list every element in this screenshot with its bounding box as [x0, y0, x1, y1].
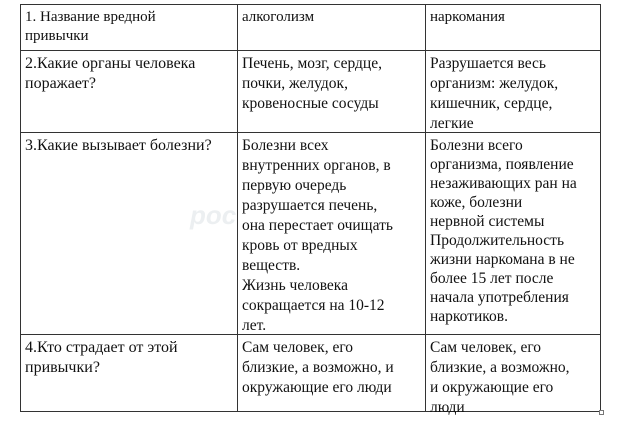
table-resize-handle[interactable]	[599, 410, 604, 415]
header-alcoholism-cell: алкоголизм	[237, 5, 425, 50]
header-question-cell: 1. Название вредной привычки	[20, 5, 237, 50]
alcoholism-cell: Сам человек, его близкие, а возможно, и окружающие его люди	[237, 335, 425, 411]
alcoholism-cell: Печень, мозг, сердце, почки, желудок, кровеносные сосуды	[237, 51, 425, 132]
drug-addiction-cell: Разрушается весь организм: желудок, кишечник, сердце, легкие	[425, 51, 601, 132]
question-cell: 2.Какие органы человека поражает?	[20, 51, 237, 132]
table-row-organs	[20, 50, 601, 132]
question-cell: 4.Кто страдает от этой привычки?	[20, 335, 237, 411]
table-header-row	[20, 4, 601, 50]
header-drug-addiction-cell: наркомания	[425, 5, 601, 50]
table-row-sufferers	[20, 334, 601, 416]
table-row-diseases	[20, 132, 601, 334]
watermark-text: рос	[190, 200, 237, 230]
alcoholism-cell: Болезни всех внутренних органов, в первую очередь разрушается печень, она перестает очищать кровь от вредных веществ. Жизнь человека сокращается на 10-12 лет.	[237, 133, 425, 334]
drug-addiction-cell: Сам человек, его близкие, а возможно, и окружающие его люди	[425, 335, 601, 411]
question-cell: 3.Какие вызывает болезни?	[20, 133, 237, 334]
drug-addiction-cell: Болезни всего организма, появление незаживающих ран на коже, болезни нервной системы Продолжительность жизни наркомана в не более 15 лет после начала употребления наркотиков.	[425, 133, 601, 334]
habits-comparison-table	[20, 4, 601, 416]
